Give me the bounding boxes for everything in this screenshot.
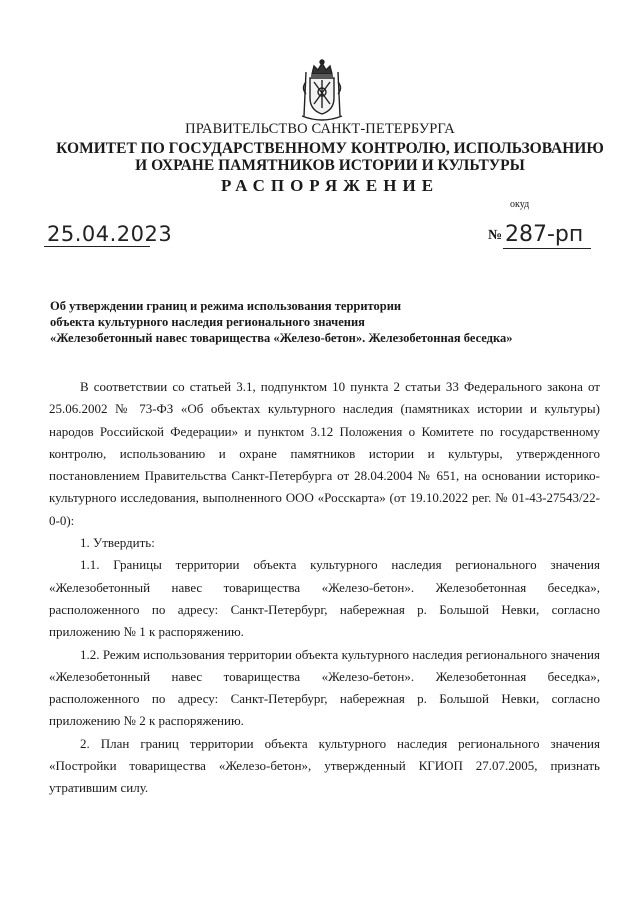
date-underline [44,246,150,247]
number-underline [503,248,591,249]
document-body [49,376,600,800]
document-type: РАСПОРЯЖЕНИЕ [220,176,440,195]
title-line1: Об утверждении границ и режима использования территории [50,299,402,313]
document-number: 287-рп [505,222,584,247]
intro-paragraph: В соответствии со статьей 3.1, подпунктом 10 пункта 2 статьи 33 Федерального закона от 25.06.2002 № 73-ФЗ «Об объектах культурного наследия (памятниках истории и культуры) народов Российской Федерации» и пунктом 3.12 Положения о Комитете по государственному контролю, использованию и охране памятников истории и культуры, утвержденного постановлением Правительства Санкт-Петербурга от 28.04.2004 № 651, на основании историко-культурного исследования, выполненного ООО «Росскарта» (от 19.10.2022 рег. № 01-43-27543/22-0-0): [49,379,600,528]
title-line3: «Железобетонный навес товарищества «Железо-бетон». Железобетонная беседка» [50,331,513,345]
committee-name-line1: КОМИТЕТ ПО ГОСУДАРСТВЕННОМУ КОНТРОЛЮ, ИСПОЛЬЗОВАНИЮ [56,140,604,157]
okud-label: окуд [510,199,530,210]
coat-of-arms-icon [300,58,344,124]
item-1-2: 1.2. Режим использования территории объекта культурного наследия регионального значения «Железобетонный навес товарищества «Железо-бетон». Железобетонная беседка», расположенного по адресу: Санкт-Петербург, набережная р. Большой Невки, согласно приложению № 2 к распоряжению. [49,646,600,729]
item-1-1: 1.1. Границы территории объекта культурного наследия регионального значения «Железобетонный навес товарищества «Железо-бетон». Железобетонная беседка», расположенного по адресу: Санкт-Петербург, набережная р. Большой Невки, согласно приложению № 1 к распоряжению. [49,557,600,640]
item-2: 2. План границ территории объекта культурного наследия регионального значения «Постройки товарищества «Железо-бетон», утвержденный КГИОП 27.07.2005, признать утратившим силу. [49,735,600,796]
committee-name-line2: И ОХРАНЕ ПАМЯТНИКОВ ИСТОРИИ И КУЛЬТУРЫ [135,157,525,174]
item-1: 1. Утвердить: [80,535,155,551]
title-line2: объекта культурного наследия регионального значения [50,315,365,329]
number-label: № [488,228,503,243]
document-title [50,298,610,346]
document-date: 25.04.2023 [47,222,173,246]
government-name: ПРАВИТЕЛЬСТВО САНКТ-ПЕТЕРБУРГА [185,121,455,137]
